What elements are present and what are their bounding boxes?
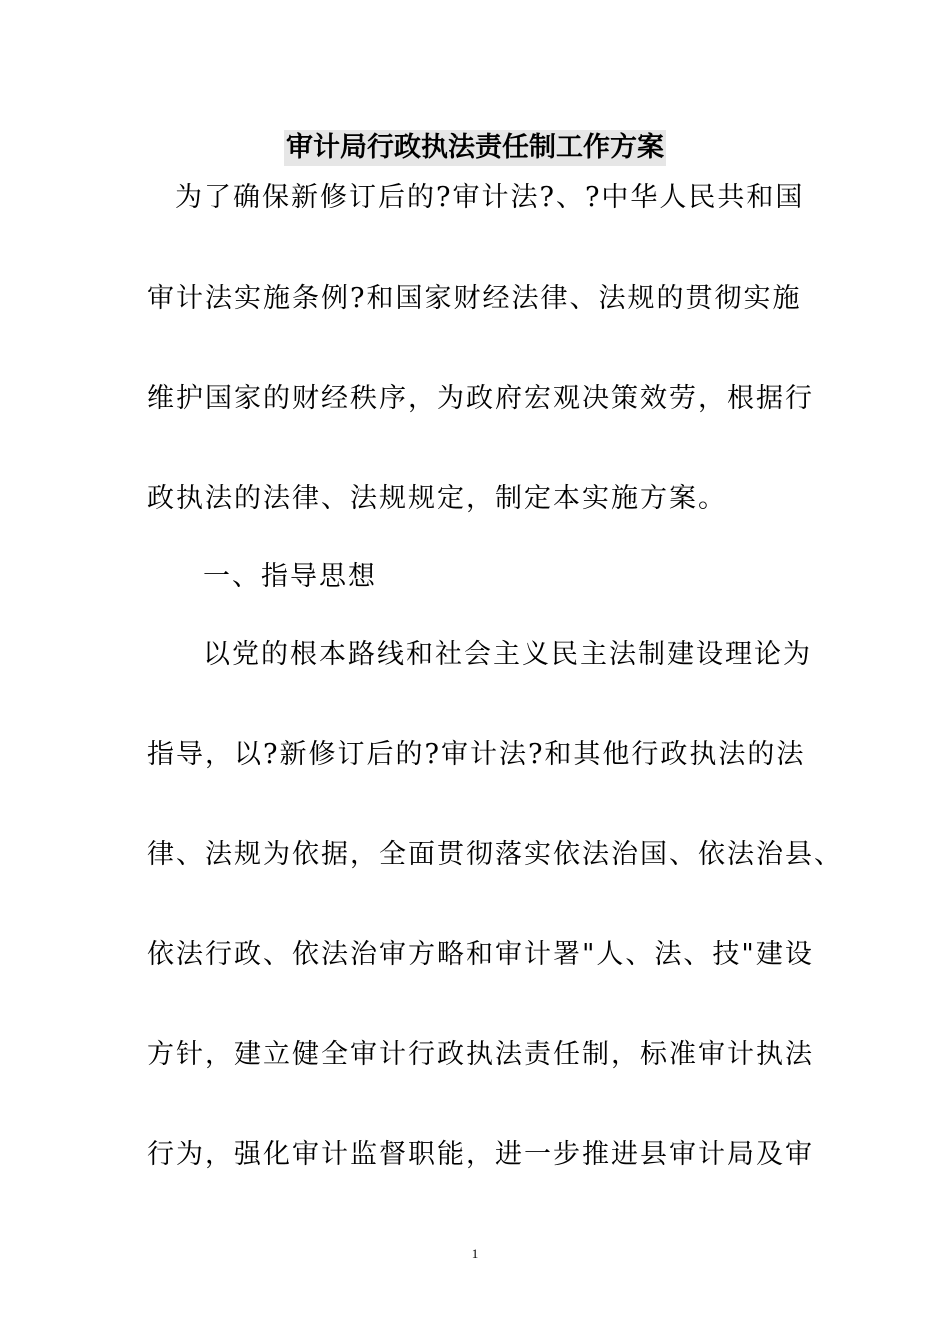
body-line-7: 指导，以?新修订后的?审计法?和其他行政执法的法: [147, 739, 806, 770]
body-line-1: 为了确保新修订后的?审计法?、?中华人民共和国: [175, 182, 805, 213]
page-number: 1: [471, 1246, 479, 1261]
document-title: 审计局行政执法责任制工作方案: [284, 130, 666, 166]
body-line-4: 政执法的法律、法规规定，制定本实施方案。: [147, 483, 727, 514]
body-line-10: 方针，建立健全审计行政执法责任制，标准审计执法: [147, 1039, 814, 1070]
title-container: [0, 130, 950, 166]
body-line-6: 以党的根本路线和社会主义民主法制建设理论为: [203, 639, 812, 670]
section-heading-guiding-thought: 一、指导思想: [203, 561, 377, 592]
body-line-3: 维护国家的财经秩序，为政府宏观决策效劳，根据行: [147, 383, 814, 414]
body-line-2: 审计法实施条例?和国家财经法律、法规的贯彻实施: [147, 283, 802, 314]
body-line-9: 依法行政、依法治审方略和审计署"人、法、技"建设: [147, 939, 814, 970]
body-line-11: 行为，强化审计监督职能，进一步推进县审计局及审: [147, 1139, 814, 1170]
body-line-8: 律、法规为依据，全面贯彻落实依法治国、依法治县、: [147, 839, 843, 870]
